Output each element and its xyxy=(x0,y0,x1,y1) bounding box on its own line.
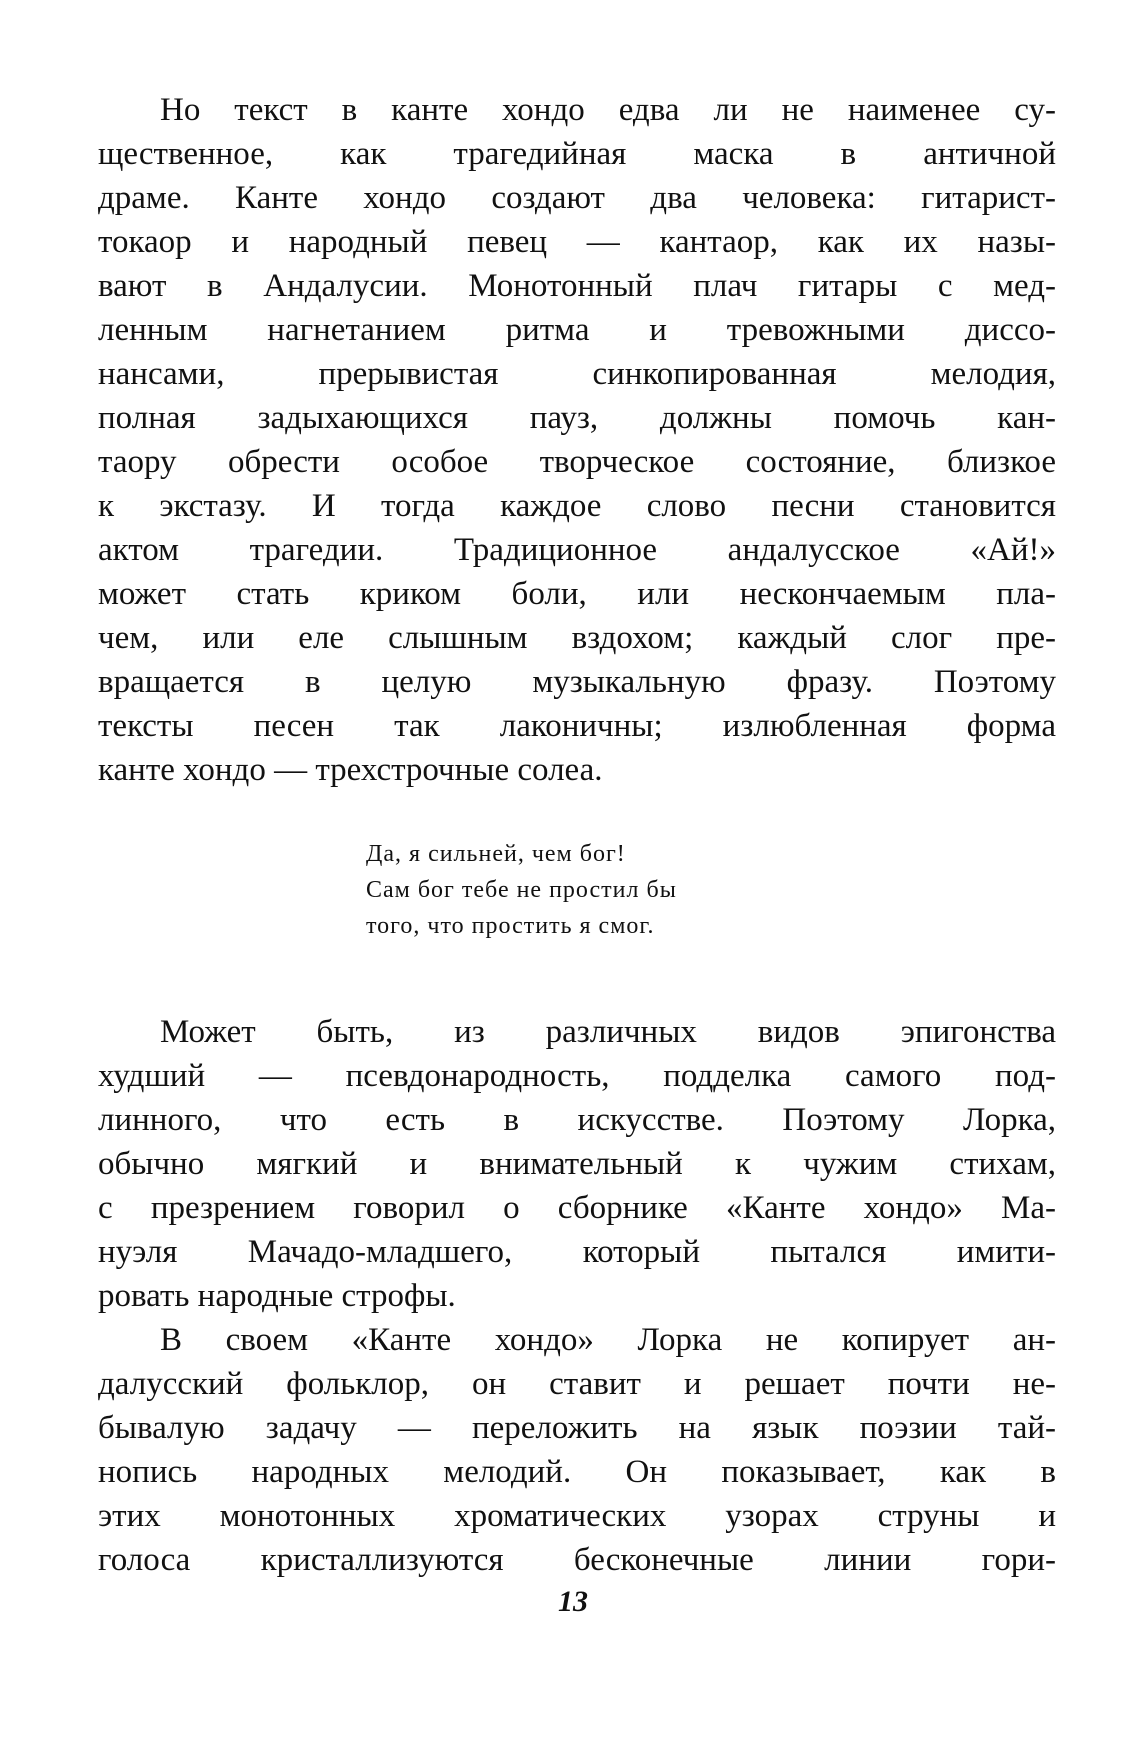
paragraph-line: нопись народных мелодий. Он показывает, как в xyxy=(98,1454,1056,1490)
poem-soleares xyxy=(366,836,826,944)
paragraph-line: таору обрести особое творческое состояние, близкое xyxy=(98,444,1056,480)
paragraph-line: Может быть, из различных видов эпигонства xyxy=(160,1014,1056,1050)
paragraph-line: вращается в целую музыкальную фразу. Поэтому xyxy=(98,664,1056,700)
paragraph-line: нуэля Мачадо-младшего, который пытался имити- xyxy=(98,1234,1056,1270)
paragraph-line: канте хондо — трехстрочные солеа. xyxy=(98,752,603,788)
paragraph-line: актом трагедии. Традиционное андалусское «Ай!» xyxy=(98,532,1056,568)
paragraph-line: далусский фольклор, он ставит и решает почти не- xyxy=(98,1366,1056,1402)
paragraph-line: щественное, как трагедийная маска в античной xyxy=(98,136,1056,172)
paragraph-line: обычно мягкий и внимательный к чужим стихам, xyxy=(98,1146,1056,1182)
paragraph-line: Но текст в канте хондо едва ли не наименее су- xyxy=(160,92,1056,128)
paragraph-line: с презрением говорил о сборнике «Канте хондо» Ма- xyxy=(98,1190,1056,1226)
paragraph-line: ровать народные строфы. xyxy=(98,1278,456,1314)
paragraph-lorca-cante-jondo xyxy=(98,1318,1056,1582)
paragraph-line: В своем «Канте хондо» Лорка не копирует ан- xyxy=(160,1322,1056,1358)
paragraph-line: чем, или еле слышным вздохом; каждый слог пре- xyxy=(98,620,1056,656)
paragraph-line: вают в Андалусии. Монотонный плач гитары с мед- xyxy=(98,268,1056,304)
paragraph-line: ленным нагнетанием ритма и тревожными диссо- xyxy=(98,312,1056,348)
poem-line: того, что простить я смог. xyxy=(366,913,655,939)
paragraph-line: токаор и народный певец — кантаор, как их назы- xyxy=(98,224,1056,260)
paragraph-line: тексты песен так лаконичны; излюбленная форма xyxy=(98,708,1056,744)
paragraph-line: худший — псевдонародность, подделка самого под- xyxy=(98,1058,1056,1094)
poem-line: Да, я сильней, чем бог! xyxy=(366,841,626,867)
paragraph-cante-jondo-text xyxy=(98,88,1056,792)
paragraph-line: нансами, прерывистая синкопированная мелодия, xyxy=(98,356,1056,392)
paragraph-line: бывалую задачу — переложить на язык поэзии тай- xyxy=(98,1410,1056,1446)
paragraph-line: этих монотонных хроматических узорах струны и xyxy=(98,1498,1056,1534)
paragraph-line: может стать криком боли, или нескончаемым пла- xyxy=(98,576,1056,612)
paragraph-line: полная задыхающихся пауз, должны помочь кан- xyxy=(98,400,1056,436)
paragraph-line: линного, что есть в искусстве. Поэтому Лорка, xyxy=(98,1102,1056,1138)
page-number: 13 xyxy=(558,1585,588,1618)
paragraph-line: к экстазу. И тогда каждое слово песни становится xyxy=(98,488,1056,524)
paragraph-pseudo-folk xyxy=(98,1010,1056,1318)
paragraph-line: драме. Канте хондо создают два человека: гитарист- xyxy=(98,180,1056,216)
poem-line: Сам бог тебе не простил бы xyxy=(366,877,677,903)
paragraph-line: голоса кристаллизуются бесконечные линии гори- xyxy=(98,1542,1056,1578)
